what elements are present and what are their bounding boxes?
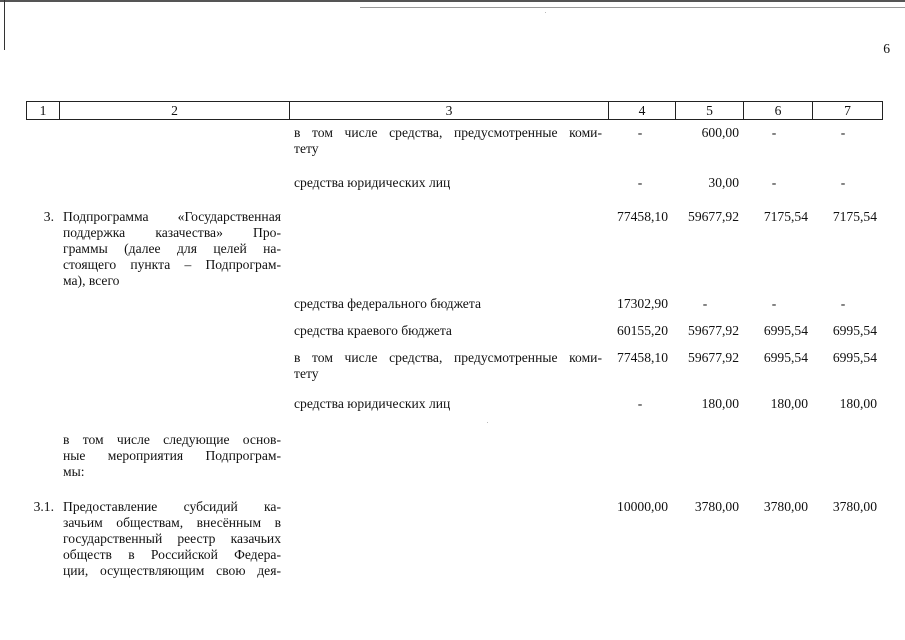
row-title: в том числе следующие основ- ные мероприятия Подпрограм- мы: [63, 432, 281, 479]
header-cell-6: 6 [743, 101, 813, 120]
cell-col4: 10000,00 [617, 499, 668, 514]
cell-col6: - [771, 125, 777, 140]
cell-col7: - [840, 296, 846, 311]
cell-col5: 3780,00 [694, 499, 739, 514]
cell-col4: 60155,20 [617, 323, 668, 338]
page-number: 6 [883, 41, 890, 56]
row-title: Предоставление субсидий ка- зачьим обществам, внесённым в государственный реестр казачьих обществ в Российской Федера- ции, осуществляющим свою дея- [63, 499, 281, 578]
row-number: 3.1. [33, 499, 54, 514]
cell-col5: - [702, 296, 708, 311]
cell-col4: - [637, 396, 643, 411]
cell-col4: 77458,10 [617, 350, 668, 365]
scan-speck [545, 12, 546, 13]
cell-col5: 180,00 [701, 396, 739, 411]
cell-col6: 7175,54 [763, 209, 808, 224]
cell-col6: - [771, 296, 777, 311]
row-title: Подпрограмма «Государственная поддержка казачества» Про- граммы (далее для целей на- стоящего пункта – Подпрограм- ма), всего [63, 209, 281, 288]
cell-col6: 3780,00 [763, 499, 808, 514]
cell-col7: - [840, 125, 846, 140]
row-number: 3. [43, 209, 54, 224]
cell-col7: - [840, 175, 846, 190]
cell-col7: 6995,54 [832, 323, 877, 338]
cell-col4: - [637, 125, 643, 140]
cell-col7: 180,00 [839, 396, 877, 411]
cell-col7: 6995,54 [832, 350, 877, 365]
header-cell-4: 4 [608, 101, 676, 120]
header-cell-5: 5 [675, 101, 744, 120]
cell-col6: 180,00 [770, 396, 808, 411]
scan-border-top [0, 0, 905, 2]
row-label: средства краевого бюджета [294, 323, 452, 338]
scan-speck [487, 422, 488, 423]
cell-col4: - [637, 175, 643, 190]
header-cell-3: 3 [289, 101, 609, 120]
row-label: средства юридических лиц [294, 175, 451, 190]
cell-col6: - [771, 175, 777, 190]
cell-col6: 6995,54 [763, 350, 808, 365]
row-label: средства юридических лиц [294, 396, 451, 411]
scan-border-left [4, 0, 5, 50]
header-cell-2: 2 [59, 101, 290, 120]
header-cell-1: 1 [26, 101, 60, 120]
cell-col5: 59677,92 [688, 209, 739, 224]
row-label: в том числе средства, предусмотренные коми- тету [294, 350, 602, 381]
table-header-row [26, 101, 883, 120]
cell-col7: 7175,54 [832, 209, 877, 224]
cell-col4: 77458,10 [617, 209, 668, 224]
row-label: средства федерального бюджета [294, 296, 481, 311]
scan-border-line [360, 7, 905, 8]
cell-col6: 6995,54 [763, 323, 808, 338]
cell-col5: 30,00 [708, 175, 739, 190]
header-cell-7: 7 [812, 101, 883, 120]
cell-col5: 59677,92 [688, 323, 739, 338]
cell-col5: 600,00 [701, 125, 739, 140]
cell-col4: 17302,90 [617, 296, 668, 311]
cell-col5: 59677,92 [688, 350, 739, 365]
row-label: в том числе средства, предусмотренные коми- тету [294, 125, 602, 156]
cell-col7: 3780,00 [832, 499, 877, 514]
